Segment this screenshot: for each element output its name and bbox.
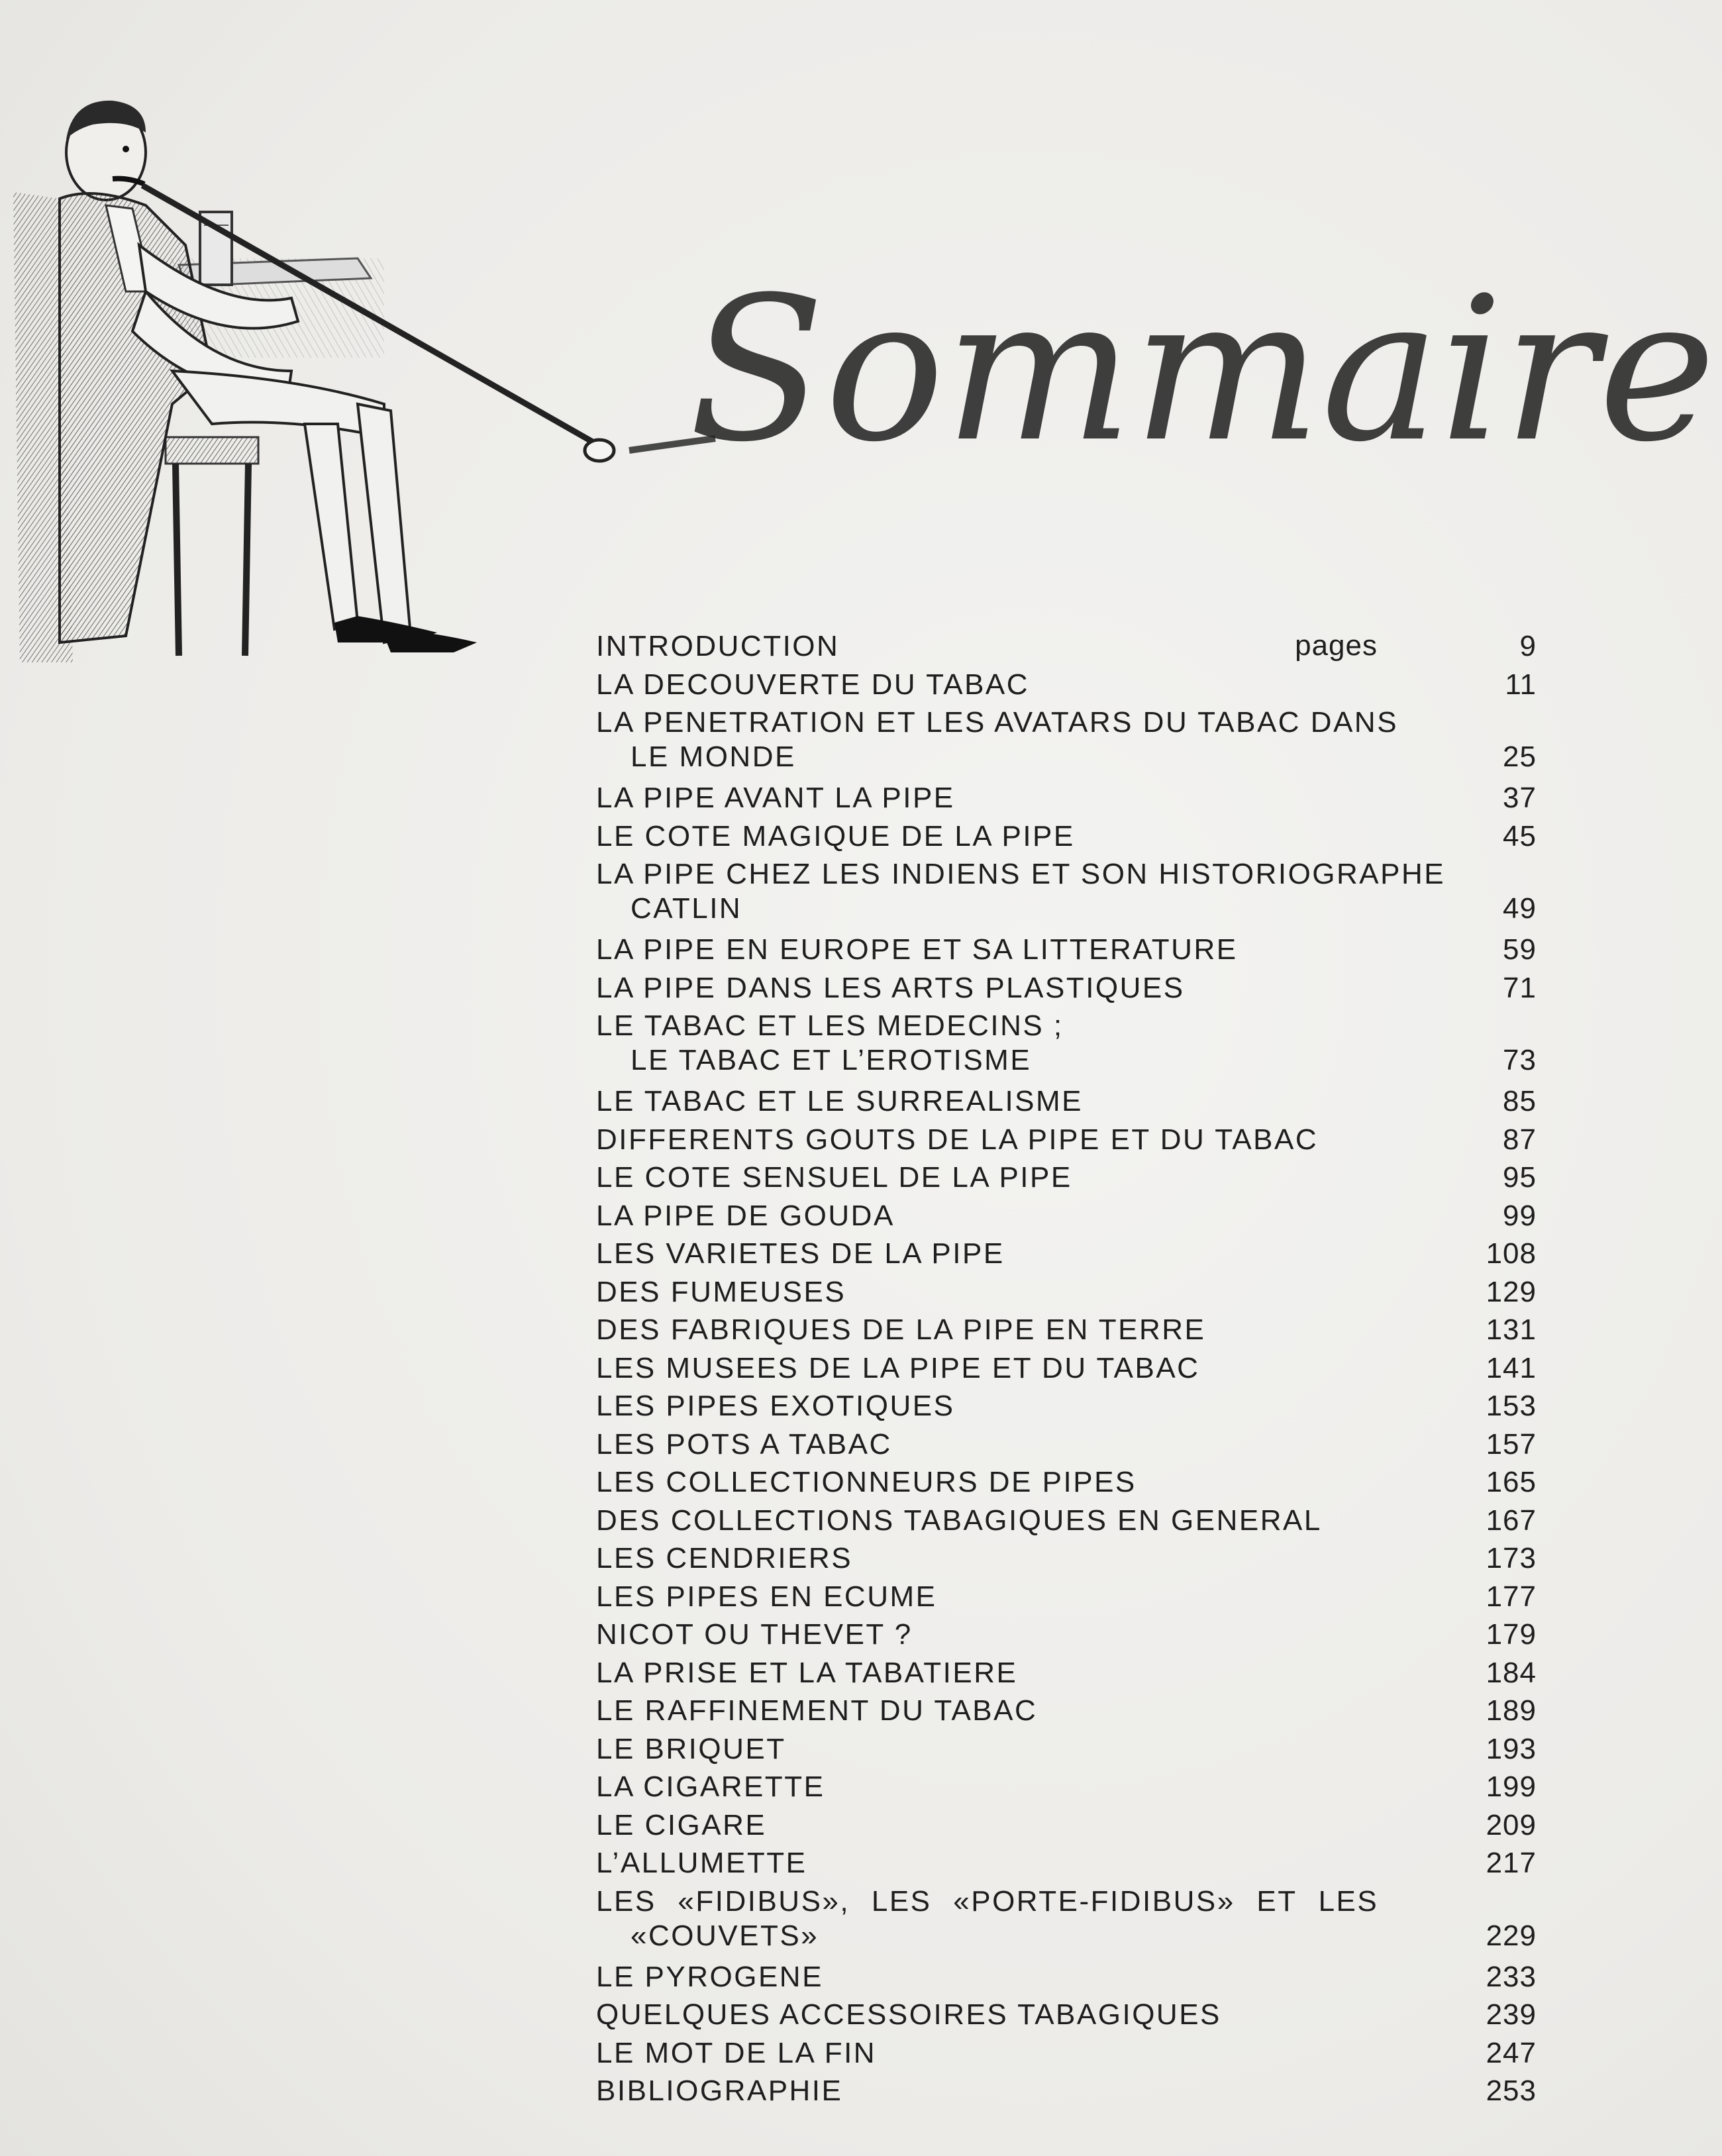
toc-entry (596, 1237, 1537, 1271)
toc-entry (596, 781, 1537, 815)
toc-entry-page-number: 189 (1486, 1694, 1537, 1727)
toc-entry-title-continued: LE MONDE (631, 741, 796, 773)
toc-entry (596, 705, 1537, 774)
toc-entry-page-number: 108 (1486, 1237, 1537, 1270)
toc-entry-title: LE TABAC ET LES MEDECINS ; (596, 1009, 1064, 1042)
toc-entry (596, 1694, 1537, 1728)
toc-entry (596, 1084, 1537, 1119)
toc-entry-page-number: 129 (1486, 1275, 1537, 1308)
toc-entry-page-number: 167 (1486, 1504, 1537, 1537)
toc-entry (596, 1009, 1537, 1078)
toc-entry-page-number: 199 (1486, 1771, 1537, 1803)
toc-entry (596, 1770, 1537, 1804)
toc-entry-title: LES POTS A TABAC (596, 1427, 892, 1461)
toc-entry-page-number: 217 (1486, 1847, 1537, 1879)
toc-entry (596, 1465, 1537, 1500)
toc-entry (596, 1998, 1537, 2032)
toc-entry-page-number: 229 (1486, 1919, 1537, 1952)
toc-entry-title: LA DECOUVERTE DU TABAC (596, 668, 1030, 701)
toc-entry-page-number: 233 (1486, 1960, 1537, 1993)
toc-entry (596, 1275, 1537, 1309)
toc-entry-page-number: 239 (1486, 1998, 1537, 2031)
toc-entry-title: LA PIPE EN EUROPE ET SA LITTERATURE (596, 933, 1238, 966)
toc-entry-title: L’ALLUMETTE (596, 1847, 807, 1879)
toc-entry-page-number: 209 (1486, 1808, 1537, 1841)
page-title (616, 192, 1716, 497)
toc-entry-page-number: 247 (1486, 2036, 1537, 2069)
pages-label: pages (1295, 629, 1378, 662)
toc-entry (596, 1732, 1537, 1767)
toc-entry-title: BIBLIOGRAPHIE (596, 2075, 843, 2107)
toc-entry-page-number: 9 (1519, 630, 1537, 662)
toc-entry-page-number: 131 (1486, 1313, 1537, 1346)
toc-entry-page-number: 85 (1503, 1085, 1537, 1117)
toc-entry-title: LA PIPE DE GOUDA (596, 1199, 895, 1232)
toc-entry (596, 1846, 1537, 1880)
toc-entry (596, 1160, 1537, 1195)
toc-entry (596, 1123, 1537, 1157)
toc-entry-page-number: 179 (1486, 1618, 1537, 1651)
toc-entry-title: DES COLLECTIONS TABAGIQUES EN GENERAL (596, 1504, 1322, 1537)
toc-entry (596, 971, 1537, 1005)
toc-entry-title: DIFFERENTS GOUTS DE LA PIPE ET DU TABAC (596, 1123, 1319, 1156)
toc-entry-title: LA PRISE ET LA TABATIERE (596, 1656, 1018, 1689)
toc-entry-page-number: 165 (1486, 1466, 1537, 1498)
toc-entry-page-number: 25 (1503, 741, 1537, 773)
toc-entry-page-number: 193 (1486, 1732, 1537, 1765)
toc-entry-page-number: 153 (1486, 1390, 1537, 1422)
toc-entry-title: LE BRIQUET (596, 1732, 786, 1765)
toc-entry-page-number: 73 (1503, 1044, 1537, 1076)
toc-entry-title-continued: CATLIN (631, 892, 742, 925)
toc-entry-title: LE TABAC ET LE SURREALISME (596, 1085, 1084, 1117)
toc-entry-title: LA PIPE AVANT LA PIPE (596, 782, 955, 814)
toc-entry-page-number: 95 (1503, 1161, 1537, 1194)
toc-entry-title: INTRODUCTION (596, 630, 840, 662)
toc-entry-page-number: 37 (1503, 782, 1537, 814)
toc-entry-title: LA PIPE DANS LES ARTS PLASTIQUES (596, 971, 1185, 1004)
toc-entry (596, 2074, 1537, 2108)
toc-entry-title: LES VARIETES DE LA PIPE (596, 1237, 1005, 1270)
toc-entry-title: LE CIGARE (596, 1808, 767, 1841)
toc-entry (596, 1617, 1537, 1652)
toc-entry-title: LES CENDRIERS (596, 1542, 853, 1574)
toc-entry-title: LE RAFFINEMENT DU TABAC (596, 1694, 1038, 1727)
toc-entry-page-number: 49 (1503, 892, 1537, 925)
toc-entry-title: LE PYROGENE (596, 1960, 823, 1993)
toc-entry-title-continued: «COUVETS» (631, 1919, 819, 1952)
toc-entry (596, 1580, 1537, 1614)
toc-entry (596, 2036, 1537, 2071)
toc-entry-page-number: 157 (1486, 1427, 1537, 1461)
toc-entry-title-continued: LE TABAC ET L’EROTISME (631, 1044, 1032, 1076)
toc-entry (596, 1808, 1537, 1843)
toc-entry (596, 933, 1537, 967)
toc-entry (596, 629, 1537, 664)
toc-entry-page-number: 99 (1503, 1199, 1537, 1232)
toc-entry-title: LE COTE SENSUEL DE LA PIPE (596, 1161, 1072, 1194)
toc-entry-title: DES FUMEUSES (596, 1275, 846, 1308)
toc-entry-page-number: 173 (1486, 1542, 1537, 1574)
toc-entry (596, 1541, 1537, 1576)
toc-entry-title: LES MUSEES DE LA PIPE ET DU TABAC (596, 1351, 1200, 1384)
toc-entry (596, 1351, 1537, 1386)
toc-entry-title: LES PIPES EN ECUME (596, 1580, 937, 1613)
toc-entry-title: LA PIPE CHEZ LES INDIENS ET SON HISTORIOGRAPHE (596, 858, 1446, 890)
toc-entry-title: DES FABRIQUES DE LA PIPE EN TERRE (596, 1313, 1206, 1346)
toc-entry-page-number: 59 (1503, 933, 1537, 966)
toc-entry-page-number: 253 (1486, 2075, 1537, 2107)
toc-entry (596, 857, 1537, 926)
toc-entry-title: LA CIGARETTE (596, 1771, 825, 1803)
toc-entry-page-number: 71 (1503, 971, 1537, 1004)
toc-entry (596, 1313, 1537, 1347)
toc-entry (596, 1389, 1537, 1423)
toc-entry-title: LES «FIDIBUS», LES «PORTE-FIDIBUS» ET LES (596, 1884, 1379, 1918)
toc-entry-title: LES PIPES EXOTIQUES (596, 1390, 955, 1422)
toc-entry-title: LES COLLECTIONNEURS DE PIPES (596, 1466, 1137, 1498)
toc-entry (596, 1960, 1537, 1994)
toc-entry (596, 1656, 1537, 1690)
toc-entry-title: LE MOT DE LA FIN (596, 2036, 877, 2069)
toc-entry-title: NICOT OU THEVET ? (596, 1618, 913, 1651)
toc-entry-title: QUELQUES ACCESSOIRES TABAGIQUES (596, 1998, 1221, 2031)
toc-entry-page-number: 45 (1503, 819, 1537, 852)
toc-entry (596, 1884, 1537, 1953)
toc-entry-page-number: 87 (1503, 1123, 1537, 1156)
toc-entry-page-number: 177 (1486, 1580, 1537, 1613)
toc-entry-page-number: 141 (1486, 1351, 1537, 1384)
toc-entry-page-number: 184 (1486, 1656, 1537, 1689)
toc-entry (596, 819, 1537, 854)
toc-entry (596, 1427, 1537, 1462)
toc-entry (596, 668, 1537, 702)
pipe-smoker-illustration (13, 93, 649, 689)
toc-entry (596, 1504, 1537, 1538)
toc-entry (596, 1199, 1537, 1233)
toc-entry-page-number: 11 (1505, 668, 1537, 701)
toc-entry-title: LE COTE MAGIQUE DE LA PIPE (596, 819, 1075, 852)
toc-entry-title: LA PENETRATION ET LES AVATARS DU TABAC DANS (596, 706, 1399, 739)
svg-text:Sommaire: Sommaire (689, 254, 1716, 486)
